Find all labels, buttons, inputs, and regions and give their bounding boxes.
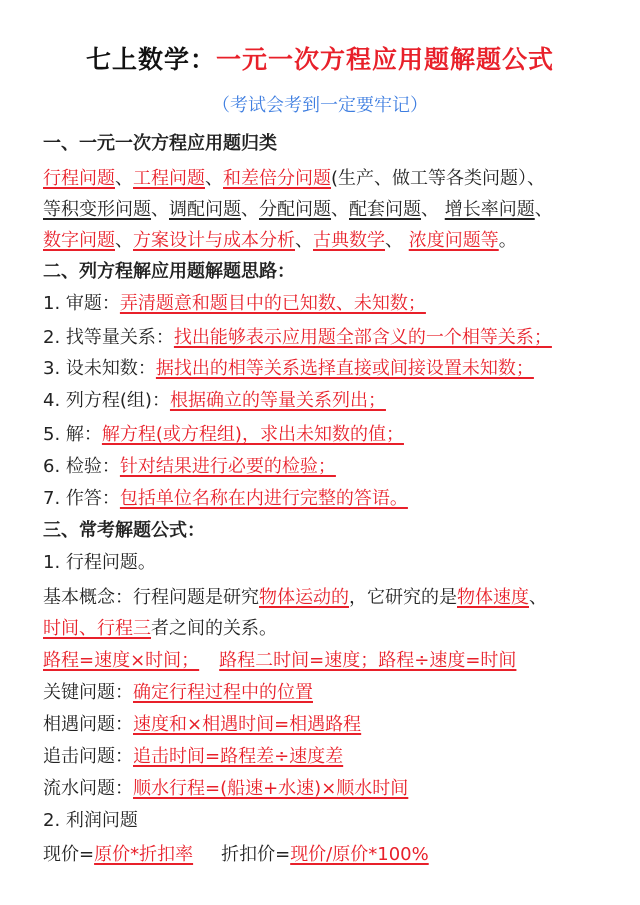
step-text: 根据确立的等量关系列出； — [169, 390, 386, 411]
category-line-3 — [43, 228, 620, 254]
separator: 、 — [534, 199, 553, 220]
chase-text: 追击时间=路程差÷速度差 — [133, 746, 344, 767]
step-label: 5. 解： — [43, 424, 102, 445]
page-title — [0, 40, 640, 76]
step-text: 针对结果进行必要的检验； — [119, 456, 336, 477]
price-formula — [43, 842, 620, 868]
concept-text: 者之间的关系。 — [151, 618, 277, 639]
key-text: 确定行程过程中的位置 — [133, 682, 313, 703]
category-concentration: 浓度问题等 — [408, 230, 499, 251]
step-text: 据找出的相等关系选择直接或间接设置未知数； — [155, 358, 534, 379]
title-main: 一元一次方程应用题解题公式 — [216, 45, 555, 74]
concept-line-1 — [43, 585, 620, 611]
step-label: 6. 检验： — [43, 456, 120, 477]
flow-text: 顺水行程=(船速+水速)×顺水时间 — [133, 778, 409, 799]
key-problem — [43, 680, 620, 706]
category-distribution: 分配问题 — [259, 199, 331, 220]
page-subtitle: （考试会考到一定要牢记） — [212, 95, 428, 116]
flow-label: 流水问题： — [43, 778, 133, 799]
step-1 — [43, 291, 620, 317]
concept-line-2 — [43, 616, 620, 642]
price-label: 现价= — [43, 844, 95, 865]
step-label: 1. 审题： — [43, 293, 120, 314]
category-equal-area: 等积变形问题 — [43, 199, 151, 220]
step-text: 弄清题意和题目中的已知数、未知数； — [119, 293, 426, 314]
category-line-2 — [43, 197, 620, 223]
step-label: 4. 列方程(组)： — [43, 390, 170, 411]
formula-part: 路程=速度×时间； — [43, 650, 200, 671]
concept-text: ，它研究的是 — [349, 587, 457, 608]
title-prefix: 七上数学： — [85, 45, 216, 74]
meet-label: 相遇问题： — [43, 714, 133, 735]
separator: 、 — [115, 168, 133, 189]
concept-text: 、 — [529, 587, 547, 608]
category-note: (生产、做工等各类问题）、 — [331, 168, 546, 189]
meet-problem — [43, 712, 620, 738]
concept-highlight: 时间、行程三 — [43, 618, 151, 639]
discount-label: 折扣价= — [221, 844, 291, 865]
profit-title: 2. 利润问题 — [43, 810, 138, 831]
flow-problem — [43, 776, 620, 802]
category-growth-rate: 增长率问题 — [444, 199, 535, 220]
category-plan-cost: 方案设计与成本分析 — [133, 230, 295, 251]
category-allocation: 调配问题 — [169, 199, 241, 220]
concept-highlight: 物体速度 — [457, 587, 529, 608]
chase-problem — [43, 744, 620, 770]
discount-value: 现价/原价*100% — [290, 844, 429, 865]
meet-text: 速度和×相遇时间=相遇路程 — [133, 714, 362, 735]
section-2-heading: 二、列方程解应用题解题思路： — [43, 261, 295, 282]
chase-label: 追击问题： — [43, 746, 133, 767]
category-sum-diff: 和差倍分问题 — [223, 168, 331, 189]
category-digits: 数字问题 — [43, 230, 115, 251]
step-7 — [43, 486, 620, 512]
travel-title: 1. 行程问题。 — [43, 552, 156, 573]
concept-text: 基本概念：行程问题是研究 — [43, 587, 259, 608]
concept-highlight: 物体运动的 — [259, 587, 349, 608]
section-3-heading: 三、常考解题公式： — [43, 520, 205, 541]
separator: 、 — [331, 199, 349, 220]
step-5 — [43, 422, 620, 448]
separator: 、 — [241, 199, 259, 220]
separator: 。 — [498, 230, 517, 251]
section-1-heading: 一、一元一次方程应用题归类 — [43, 133, 277, 154]
key-label: 关键问题： — [43, 682, 133, 703]
separator: 、 — [295, 230, 313, 251]
step-text: 解方程(或方程组)，求出未知数的值； — [101, 424, 404, 445]
separator: 、 — [115, 230, 133, 251]
step-text: 找出能够表示应用题全部含义的一个相等关系； — [173, 327, 552, 348]
step-text: 包括单位名称在内进行完整的答语。 — [119, 488, 408, 509]
formula-part: 路程二时间=速度；路程÷速度=时间 — [219, 650, 517, 671]
travel-formula — [43, 648, 620, 674]
step-label: 3. 设未知数： — [43, 358, 156, 379]
category-work: 工程问题 — [133, 168, 205, 189]
price-value: 原价*折扣率 — [94, 844, 194, 865]
step-label: 2. 找等量关系： — [43, 327, 174, 348]
separator: 、 — [205, 168, 223, 189]
step-4 — [43, 388, 620, 414]
category-line-1 — [43, 166, 620, 192]
step-2 — [43, 325, 620, 351]
step-label: 7. 作答： — [43, 488, 120, 509]
separator: 、 — [151, 199, 169, 220]
step-3 — [43, 356, 620, 382]
separator: 、 — [421, 199, 445, 220]
separator: 、 — [385, 230, 409, 251]
category-matching: 配套问题 — [349, 199, 421, 220]
category-travel: 行程问题 — [43, 168, 115, 189]
category-classical: 古典数学 — [313, 230, 385, 251]
step-6 — [43, 454, 620, 480]
